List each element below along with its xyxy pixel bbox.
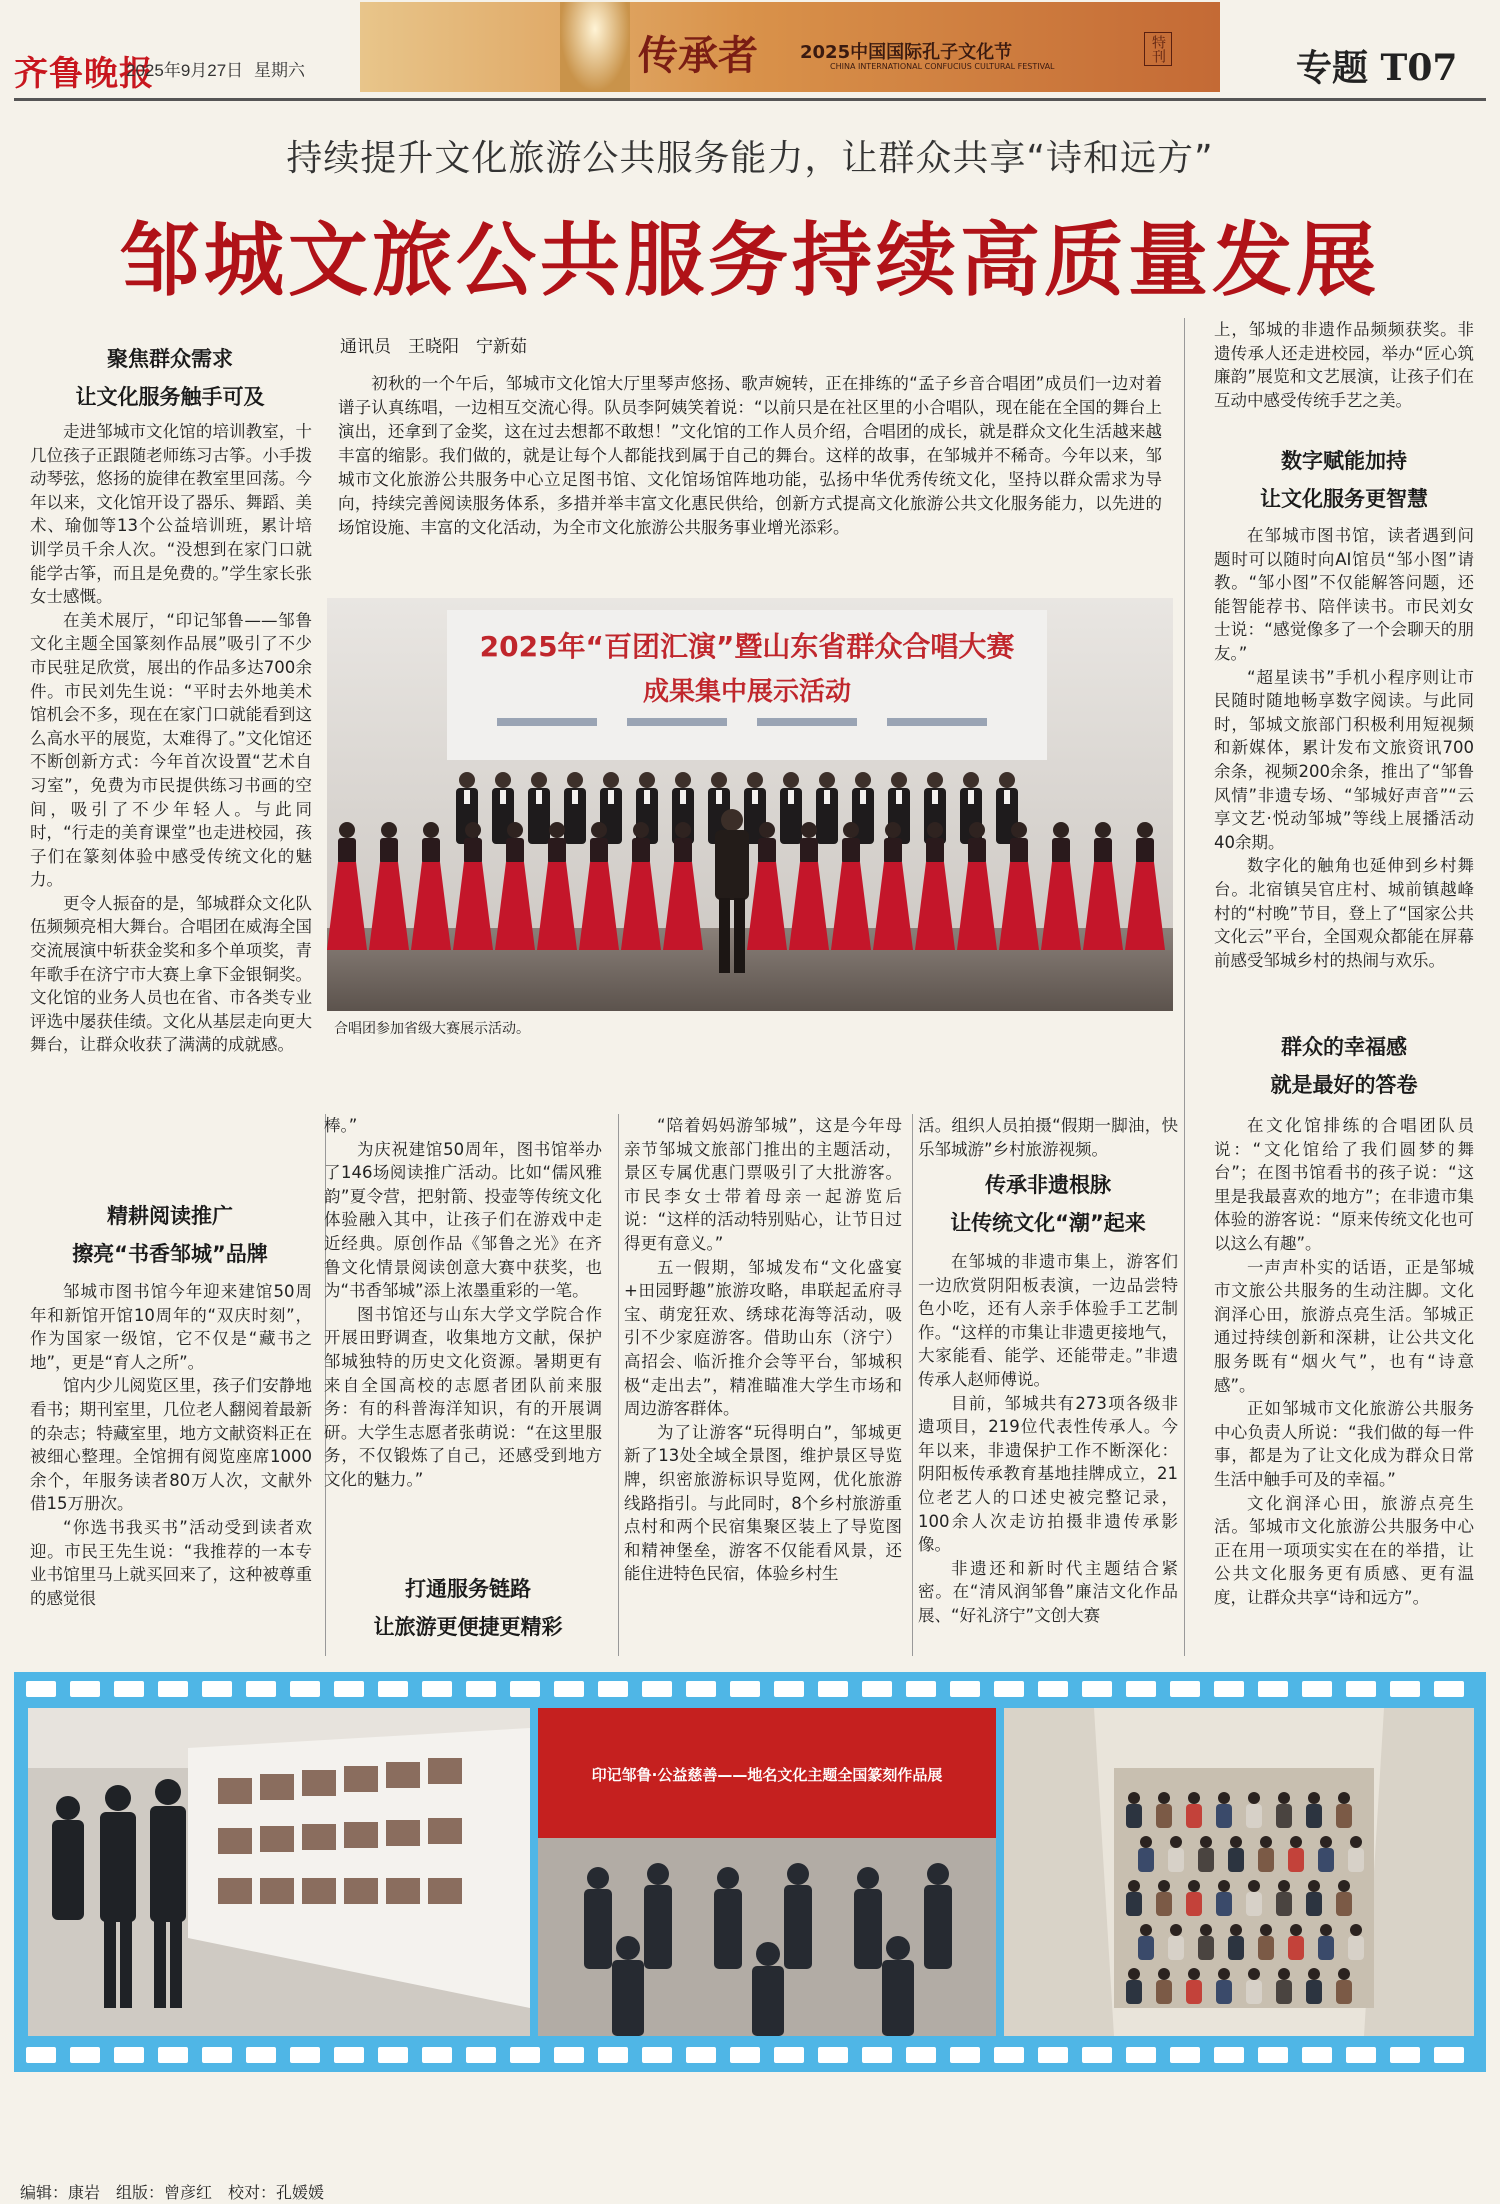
paragraph: 棒。” — [324, 1116, 358, 1135]
film-hole — [26, 1681, 56, 1697]
film-hole — [202, 1681, 232, 1697]
paragraph: 邹城市图书馆今年迎来建馆50周年和新馆开馆10周年的“双庆时刻”，作为国家一级馆，它不仅是“藏书之地”，更是“育人之所”。 — [30, 1282, 312, 1372]
market-visitor — [1198, 1924, 1214, 1960]
paragraph: 五一假期，邹城发布“文化盛宴+田园野趣”旅游攻略，串联起孟府寻宝、萌宠狂欢、绣球花海等活动，吸引不少家庭游客。借助山东（济宁）高招会、临沂推介会等平台，邹城积极“走出去”，精准瞄准大学生市场和周边游客群体。 — [624, 1257, 902, 1419]
article-column-5a — [1214, 318, 1474, 412]
film-hole — [950, 2047, 980, 2063]
film-hole — [334, 1681, 364, 1697]
lead-paragraph — [338, 372, 1162, 540]
paragraph: 在邹城的非遗市集上，游客们一边欣赏阴阳板表演，一边品尝特色小吃，还有人亲手体验手工艺制作。“这样的市集让非遗更接地气，大家能看、能学、还能带走。”非遗传承人赵师傅说。 — [918, 1252, 1178, 1389]
market-visitor — [1288, 1836, 1304, 1872]
photo-banner-line2: 成果集中展示活动 — [642, 677, 852, 707]
paragraph: 目前，邹城共有273项各级非遗项目，219位代表性传承人。今年以来，非遗保护工作不断深化：阴阳板传承教育基地挂牌成立，21位老艺人的口述史被完整记录，100余人次走访拍摄非遗传承影像。 — [918, 1393, 1178, 1555]
lead-text: 初秋的一个午后，邹城市文化馆大厅里琴声悠扬、歌声婉转，正在排练的“孟子乡音合唱团”成员们一边对着谱子认真练唱，一边相互交流心得。队员李阿姨笑着说：“以前只是在社区里的小合唱队，现在能在全国的舞台上演出，还拿到了金奖，这在过去想都不敢想！”文化馆的工作人员介绍，合唱团的成长，就是群众文化生活越来越丰富的缩影。我们做的，就是让每个人都能找到属于自己的舞台。这样的故事，在邹城并不稀奇。今年以来，邹城市文化旅游公共服务中心立足图书馆、文化馆场馆阵地功能，弘扬中华优秀传统文化，坚持以群众需求为导向，持续完善阅读服务体系，多措并举丰富文化惠民供给，创新方式提高文化旅游公共文化服务能力，以先进的场馆设施、丰富的文化活动，为全市文化旅游公共服务事业增光添彩。 — [338, 374, 1162, 537]
market-visitor — [1156, 1792, 1172, 1828]
section-heading — [1214, 442, 1474, 518]
market-visitor — [1306, 1968, 1322, 2004]
festival-name: 2025中国国际孔子文化节 — [800, 42, 1013, 63]
film-hole — [466, 1681, 496, 1697]
film-hole — [290, 2047, 320, 2063]
film-hole — [378, 2047, 408, 2063]
special-issue-tag: 特刊 — [1144, 32, 1172, 66]
section-heading-line: 让旅游更便捷更精彩 — [373, 1615, 563, 1639]
market-visitor — [1306, 1880, 1322, 1916]
festival-banner — [360, 2, 1220, 92]
film-hole — [510, 2047, 540, 2063]
market-visitor — [1258, 1924, 1274, 1960]
article-column-3 — [624, 1114, 902, 1586]
film-hole — [994, 2047, 1024, 2063]
film-hole — [1302, 2047, 1332, 2063]
section-heading-line: 数字赋能加持 — [1281, 449, 1407, 473]
section-heading-line: 打通服务链路 — [405, 1577, 531, 1601]
section-label: 专题 T07 — [1296, 47, 1458, 89]
film-hole — [818, 1681, 848, 1697]
paragraph: 活。组织人员拍摄“假期一脚油，快乐邹城游”乡村旅游视频。 — [918, 1116, 1178, 1159]
market-visitor — [1126, 1880, 1142, 1916]
market-visitor — [1186, 1792, 1202, 1828]
market-visitor — [1216, 1968, 1232, 2004]
paragraph: 馆内少儿阅览区里，孩子们安静地看书；期刊室里，几位老人翻阅着最新的杂志；特藏室里，地方文献资料正在被细心整理。全馆拥有阅览座席1000余个，年服务读者80万人次，文献外借15万册次。 — [30, 1376, 312, 1514]
column-divider — [618, 1114, 619, 1656]
film-hole — [686, 2047, 716, 2063]
film-hole — [862, 2047, 892, 2063]
film-hole — [466, 2047, 496, 2063]
film-hole — [774, 1681, 804, 1697]
photo-film-strip — [14, 1672, 1486, 2072]
film-hole — [1434, 1681, 1464, 1697]
market-visitor — [1186, 1968, 1202, 2004]
market-visitor — [1246, 1880, 1262, 1916]
market-visitor — [1306, 1792, 1322, 1828]
market-visitor — [1138, 1924, 1154, 1960]
film-hole — [906, 1681, 936, 1697]
editorial-credits: 编辑：康岩 组版：曾彦红 校对：孔媛媛 — [20, 2183, 325, 2202]
paragraph: 数字化的触角也延伸到乡村舞台。北宿镇吴官庄村、城前镇越峰村的“村晚”节目，登上了“国家公共文化云”平台，全国观众都能在屏幕前感受邹城乡村的热闹与欢乐。 — [1214, 856, 1474, 970]
film-hole — [994, 1681, 1024, 1697]
film-hole — [1302, 1681, 1332, 1697]
film-hole — [510, 1681, 540, 1697]
section-heading — [330, 1570, 606, 1646]
paragraph: 走进邹城市文化馆的培训教室，十几位孩子正跟随老师练习古筝。小手拨动琴弦，悠扬的旋律在教室里回荡。今年以来，文化馆开设了器乐、舞蹈、美术、瑜伽等13个公益培训班，累计培训学员千余人次。“没想到在家门口就能学古筝，而且是免费的。”学生家长张女士感慨。 — [30, 422, 312, 607]
film-hole — [70, 2047, 100, 2063]
paragraph: 非遗还和新时代主题结合紧密。在“清风润邹鲁”廉洁文化作品展、“好礼济宁”文创大赛 — [918, 1558, 1178, 1625]
issue-weekday: 星期六 — [254, 61, 305, 80]
market-visitor — [1348, 1836, 1364, 1872]
article-column-5c — [1214, 1114, 1474, 1609]
section-heading — [1214, 1028, 1474, 1104]
article-column-4b — [918, 1250, 1178, 1628]
paragraph: “超星读书”手机小程序则让市民随时随地畅享数字阅读。与此同时，邹城文旅部门积极利用短视频和新媒体，累计发布文旅资讯700余条，视频200余条，推出了“邹鲁风情”非遗专场、“邹城好声音”“云享文艺·悦动邹城”等线上展播活动40余期。 — [1214, 667, 1474, 852]
film-hole — [774, 2047, 804, 2063]
film-hole — [642, 1681, 672, 1697]
film-hole — [70, 1681, 100, 1697]
film-perforations-bottom — [14, 2044, 1486, 2066]
market-visitor — [1318, 1924, 1334, 1960]
banner-title: 传承者 — [638, 32, 758, 79]
film-hole — [554, 1681, 584, 1697]
film-hole — [158, 1681, 188, 1697]
market-visitor — [1126, 1968, 1142, 2004]
strip-photo2-banner: 印记邹鲁·公益慈善——地名文化主题全国篆刻作品展 — [591, 1766, 943, 1784]
confucius-statue-icon — [560, 2, 630, 92]
issue-date: 2025年9月27日 — [126, 61, 244, 80]
market-visitor — [1216, 1880, 1232, 1916]
paragraph: 为了让游客“玩得明白”，邹城更新了13处全域全景图，维护景区导览牌，织密旅游标识导览网，优化旅游线路指引。与此同时，8个乡村旅游重点村和两个民宿集聚区装上了导览图和精神堡垒，游客不仅能看风景，还能住进特色民宿，体验乡村生 — [624, 1422, 902, 1584]
market-visitor — [1336, 1880, 1352, 1916]
market-visitor — [1216, 1792, 1232, 1828]
film-hole — [158, 2047, 188, 2063]
film-hole — [730, 2047, 760, 2063]
film-hole — [1126, 1681, 1156, 1697]
market-visitor — [1186, 1880, 1202, 1916]
film-hole — [1038, 1681, 1068, 1697]
film-hole — [114, 2047, 144, 2063]
section-heading-line: 让文化服务触手可及 — [75, 385, 265, 409]
film-hole — [1390, 2047, 1420, 2063]
film-hole — [1082, 2047, 1112, 2063]
film-hole — [1170, 2047, 1200, 2063]
film-hole — [334, 2047, 364, 2063]
market-visitor — [1168, 1836, 1184, 1872]
film-hole — [1214, 1681, 1244, 1697]
film-hole — [1082, 1681, 1112, 1697]
section-heading-line: 就是最好的答卷 — [1270, 1073, 1418, 1097]
film-hole — [598, 1681, 628, 1697]
header-rule — [14, 98, 1486, 101]
section-heading — [30, 340, 310, 416]
section-heading-line: 聚焦群众需求 — [107, 347, 233, 371]
section-heading-line: 让文化服务更智慧 — [1260, 487, 1428, 511]
newspaper-logo: 齐鲁晚报 — [14, 54, 154, 94]
article-column-5b — [1214, 524, 1474, 972]
byline: 通讯员 王晓阳 宁新茹 — [340, 337, 527, 357]
film-hole — [1434, 2047, 1464, 2063]
seal-exhibition-illustration — [538, 1708, 996, 2036]
film-hole — [1346, 1681, 1376, 1697]
film-hole — [246, 1681, 276, 1697]
exhibition-visit-photo — [28, 1708, 530, 2036]
film-hole — [1346, 2047, 1376, 2063]
choir-performance-photo — [327, 598, 1173, 1011]
film-hole — [554, 2047, 584, 2063]
section-heading-line: 让传统文化“潮”起来 — [950, 1211, 1146, 1235]
main-photo-caption: 合唱团参加省级大赛展示活动。 — [334, 1021, 530, 1037]
headline-subtitle: 持续提升文化旅游公共服务能力，让群众共享“诗和远方” — [286, 138, 1214, 179]
film-hole — [1258, 2047, 1288, 2063]
article-column-1b — [30, 1280, 312, 1610]
paragraph: 一声声朴实的话语，正是邹城市文旅公共服务的生动注脚。文化润泽心田，旅游点亮生活。邹城正通过持续创新和深耕，让公共文化服务既有“烟火气”，也有“诗意感”。 — [1214, 1257, 1474, 1395]
festival-name-en: CHINA INTERNATIONAL CONFUCIUS CULTURAL FESTIVAL — [830, 62, 1055, 71]
film-hole — [642, 2047, 672, 2063]
column-divider — [912, 1114, 913, 1656]
market-visitor — [1348, 1924, 1364, 1960]
article-column-4a — [918, 1114, 1178, 1161]
film-hole — [26, 2047, 56, 2063]
market-visitor — [1288, 1924, 1304, 1960]
film-hole — [114, 1681, 144, 1697]
film-hole — [1390, 1681, 1420, 1697]
market-visitor — [1228, 1924, 1244, 1960]
paragraph: 正如邹城市文化旅游公共服务中心负责人所说：“我们做的每一件事，都是为了让文化成为群众日常生活中触手可及的幸福。” — [1214, 1399, 1474, 1489]
intangible-heritage-market-photo — [1004, 1708, 1474, 2036]
market-visitor — [1126, 1792, 1142, 1828]
article-column-1a — [30, 420, 312, 1057]
paragraph: “你选书我买书”活动受到读者欢迎。市民王先生说：“我推荐的一本专业书馆里马上就买回来了，这种被尊重的感觉很 — [30, 1517, 312, 1608]
film-hole — [730, 1681, 760, 1697]
paragraph: 在文化馆排练的合唱团队员说：“文化馆给了我们圆梦的舞台”；在图书馆看书的孩子说：“这里是我最喜欢的地方”；在非遗市集体验的游客说：“原来传统文化也可以这么有趣”。 — [1214, 1116, 1474, 1253]
film-perforations-top — [14, 1678, 1486, 1700]
film-hole — [202, 2047, 232, 2063]
film-hole — [598, 2047, 628, 2063]
section-heading-line: 传承非遗根脉 — [985, 1173, 1111, 1197]
section-heading — [918, 1166, 1178, 1242]
film-hole — [422, 1681, 452, 1697]
paragraph: 为庆祝建馆50周年，图书馆举办了146场阅读推广活动。比如“儒风雅韵”夏令营，把射箭、投壶等传统文化体验融入其中，让孩子们在游戏中走近经典。原创作品《邹鲁之光》在齐鲁文化情景阅读创意大赛中获奖，也为“书香邹城”添上浓墨重彩的一笔。 — [324, 1139, 602, 1301]
market-visitor — [1318, 1836, 1334, 1872]
market-visitor — [1156, 1968, 1172, 2004]
section-heading-line: 群众的幸福感 — [1281, 1035, 1407, 1059]
market-visitor — [1246, 1792, 1262, 1828]
film-hole — [1038, 2047, 1068, 2063]
heritage-market-illustration — [1004, 1708, 1474, 2036]
market-visitor — [1156, 1880, 1172, 1916]
film-hole — [246, 2047, 276, 2063]
market-visitor — [1336, 1792, 1352, 1828]
market-visitor — [1276, 1792, 1292, 1828]
market-visitor — [1276, 1968, 1292, 2004]
film-hole — [378, 1681, 408, 1697]
market-visitor — [1336, 1968, 1352, 2004]
film-hole — [1170, 1681, 1200, 1697]
headline-title: 邹城文旅公共服务持续高质量发展 — [120, 213, 1380, 307]
market-visitor — [1138, 1836, 1154, 1872]
article-column-2 — [324, 1114, 602, 1492]
market-visitor — [1276, 1880, 1292, 1916]
section-heading-line: 精耕阅读推广 — [107, 1204, 233, 1228]
seal-carving-exhibition-photo — [538, 1708, 996, 2036]
film-hole — [290, 1681, 320, 1697]
section-heading — [30, 1197, 310, 1273]
film-hole — [1258, 1681, 1288, 1697]
section-heading-line: 擦亮“书香邹城”品牌 — [72, 1242, 268, 1266]
market-visitor — [1198, 1836, 1214, 1872]
film-hole — [862, 1681, 892, 1697]
paragraph: 在邹城市图书馆，读者遇到问题时可以随时向AI馆员“邹小图”请教。“邹小图”不仅能解答问题，还能智能荐书、陪伴读书。市民刘女士说：“感觉像多了一个会聊天的朋友。” — [1214, 526, 1474, 663]
market-visitor — [1258, 1836, 1274, 1872]
film-hole — [818, 2047, 848, 2063]
film-hole — [1214, 2047, 1244, 2063]
film-hole — [686, 1681, 716, 1697]
exhibition-visit-illustration — [28, 1708, 530, 2036]
film-hole — [422, 2047, 452, 2063]
film-hole — [906, 2047, 936, 2063]
film-hole — [950, 1681, 980, 1697]
paragraph: “陪着妈妈游邹城”，这是今年母亲节邹城文旅部门推出的主题活动，景区专属优惠门票吸引了大批游客。市民李女士带着母亲一起游览后说：“这样的活动特别贴心，让节日过得更有意义。” — [624, 1116, 902, 1253]
market-visitor — [1168, 1924, 1184, 1960]
paragraph: 在美术展厅，“印记邹鲁——邹鲁文化主题全国篆刻作品展”吸引了不少市民驻足欣赏，展出的作品多达700余件。市民刘先生说：“平时去外地美术馆机会不多，现在在家门口就能看到这么高水平的展览，太难得了。”文化馆还不断创新方式：今年首次设置“艺术自习室”，免费为市民提供练习书画的空间，吸引了不少年轻人。与此同时，“行走的美育课堂”也走进校园，孩子们在篆刻体验中感受传统文化的魅力。 — [30, 610, 312, 890]
photo-banner-line1: 2025年“百团汇演”暨山东省群众合唱大赛 — [479, 630, 1015, 663]
column-divider — [1184, 318, 1185, 1656]
film-hole — [1126, 2047, 1156, 2063]
paragraph: 图书馆还与山东大学文学院合作开展田野调查，收集地方文献，保护邹城独特的历史文化资源。暑期更有来自全国高校的志愿者团队前来服务：有的科普海洋知识，有的开展调研。大学生志愿者张萌说：“在这里服务，不仅锻炼了自己，还感受到地方文化的魅力。” — [324, 1304, 602, 1489]
market-visitor — [1228, 1836, 1244, 1872]
paragraph: 上，邹城的非遗作品频频获奖。非遗传承人还走进校园，举办“匠心筑廉韵”展览和文艺展演，让孩子们在互动中感受传统手艺之美。 — [1214, 320, 1474, 410]
market-visitor — [1246, 1968, 1262, 2004]
paragraph: 更令人振奋的是，邹城群众文化队伍频频亮相大舞台。合唱团在威海全国交流展演中斩获金奖和多个单项奖，青年歌手在济宁市大赛上拿下金银铜奖。文化馆的业务人员也在省、市各类专业评选中屡获佳绩。文化从基层走向更大舞台，让群众收获了满满的成就感。 — [30, 893, 312, 1055]
choir-photo-illustration — [327, 598, 1173, 1011]
paragraph: 文化润泽心田，旅游点亮生活。邹城市文化旅游公共服务中心正在用一项项实实在在的举措，让公共文化服务更有质感、更有温度，让群众共享“诗和远方”。 — [1214, 1493, 1474, 1607]
